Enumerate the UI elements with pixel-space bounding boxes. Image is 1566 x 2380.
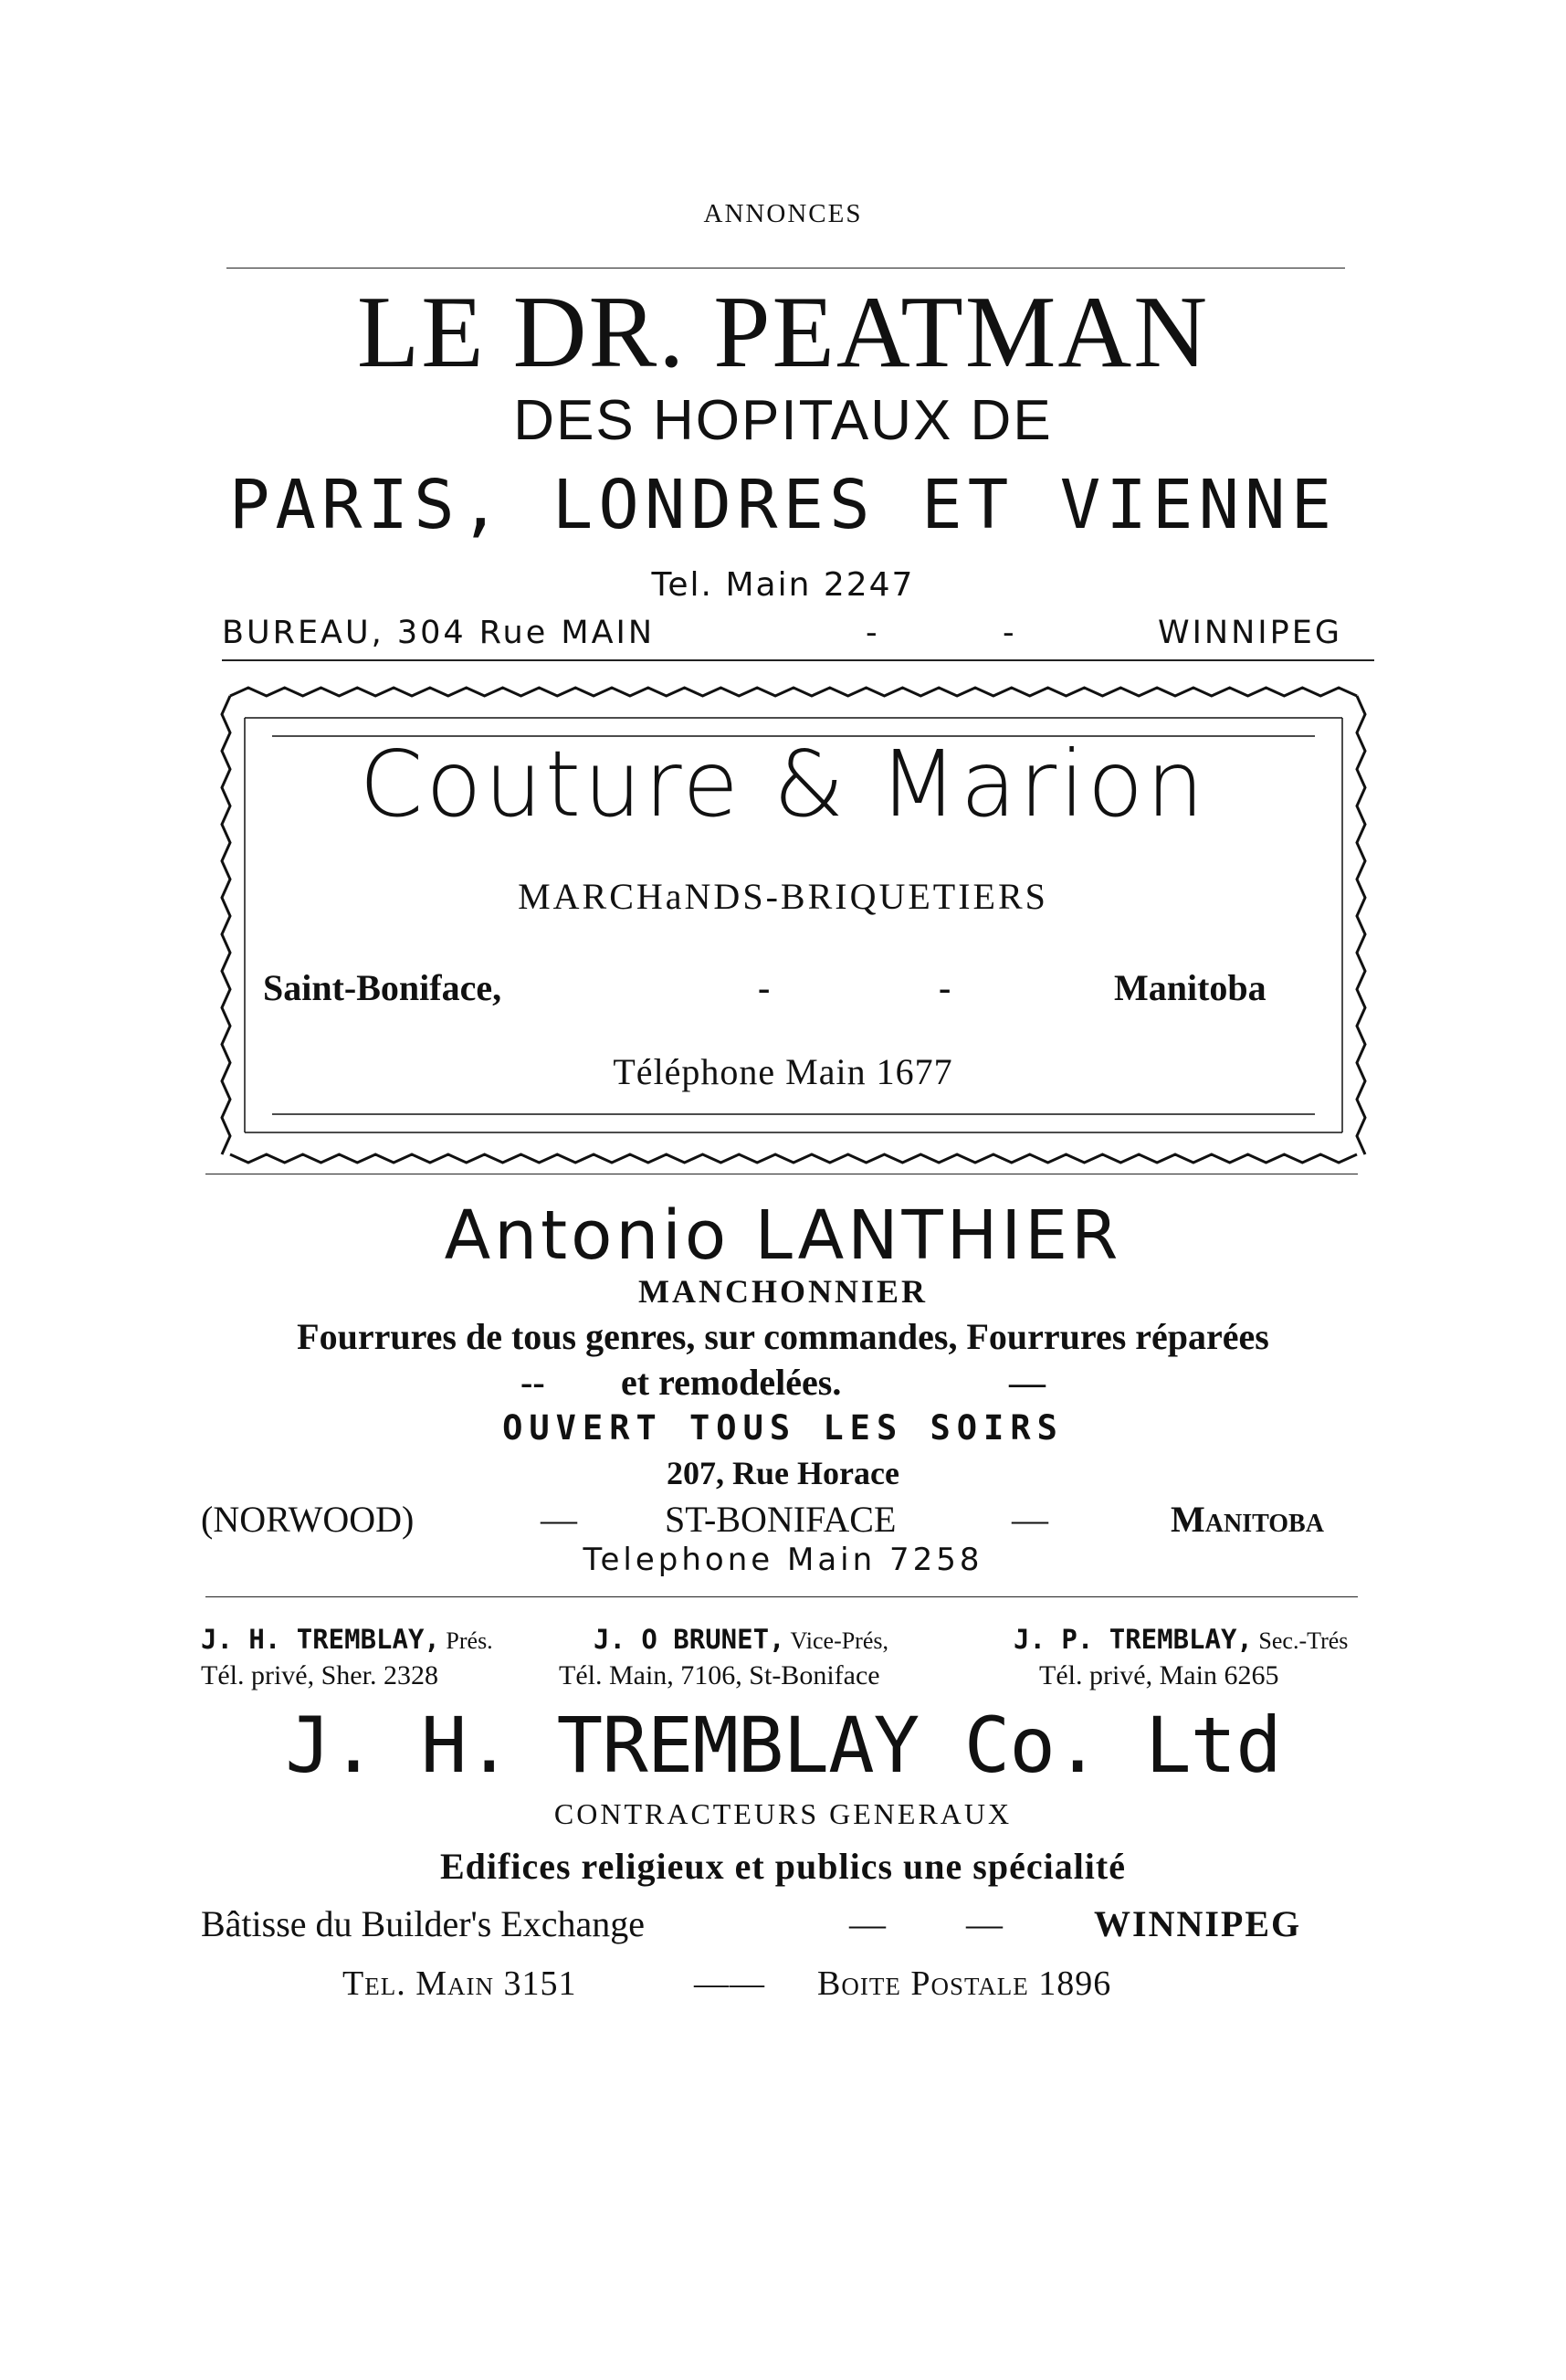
officer-name: J. P. TREMBLAY, — [1014, 1624, 1253, 1655]
separator-dash: —— — [694, 1964, 765, 2003]
officer-role: Prés. — [446, 1627, 493, 1654]
officer-name: J. H. TREMBLAY, — [201, 1624, 440, 1655]
officer-name: J. O BRUNET, — [594, 1624, 785, 1655]
lanthier-district: (NORWOOD) — [201, 1499, 415, 1540]
tremblay-subtitle: CONTRACTEURS GENERAUX — [553, 1797, 1013, 1830]
peatman-subtitle: DES HOPITAUX DE — [513, 389, 1053, 452]
lanthier-description: Fourrures de tous genres, sur commandes, Fourrures réparées — [297, 1316, 1269, 1357]
lanthier-address: 207, Rue Horace — [667, 1455, 899, 1491]
officer-phone: Tél. Main, 7106, St-Boniface — [559, 1660, 880, 1690]
peatman-city: WINNIPEG — [1158, 615, 1342, 651]
tremblay-specialty: Edifices religieux et publics une spécialité — [439, 1846, 1126, 1887]
separator-dash: — — [849, 1903, 886, 1944]
separator-dash: — — [966, 1903, 1003, 1944]
separator-dash: - — [866, 615, 880, 651]
couture-province: Manitoba — [1114, 967, 1266, 1008]
separator-dash: - — [1003, 615, 1017, 651]
separator-dash: - — [939, 967, 951, 1008]
lanthier-title: Antonio LANTHIER — [444, 1196, 1122, 1275]
officer-vice-president — [594, 1624, 888, 1655]
tremblay-title: J. H. TREMBLAY Co. Ltd — [285, 1701, 1281, 1790]
divider — [205, 1596, 1358, 1597]
lanthier-province: Manitoba — [1171, 1499, 1324, 1540]
couture-telephone: Téléphone Main 1677 — [613, 1051, 953, 1092]
officer-role: Vice-Prés, — [790, 1627, 888, 1654]
lanthier-hours: OUVERT TOUS LES SOIRS — [502, 1408, 1064, 1448]
tremblay-telephone: Tel. Main 3151 — [342, 1964, 577, 2003]
separator-dash: — — [1012, 1499, 1048, 1540]
tremblay-city: WINNIPEG — [1094, 1903, 1302, 1944]
lanthier-telephone: Telephone Main 7258 — [583, 1542, 983, 1578]
officer-phone: Tél. privé, Main 6265 — [1039, 1660, 1279, 1690]
lanthier-town: ST-BONIFACE — [665, 1499, 897, 1540]
divider — [222, 659, 1374, 661]
separator-dash: — — [1009, 1362, 1046, 1403]
separator-dash: - — [758, 967, 771, 1008]
peatman-title: LE DR. PEATMAN — [356, 276, 1210, 389]
lanthier-description-cont: et remodelées. — [621, 1362, 842, 1403]
peatman-cities: PARIS, LONDRES ET VIENNE — [228, 466, 1338, 544]
officer-phone: Tél. privé, Sher. 2328 — [201, 1660, 438, 1690]
peatman-address: BUREAU, 304 Rue MAIN — [222, 615, 656, 651]
couture-title: Couture & Marion — [359, 731, 1207, 837]
couture-place: Saint-Boniface, — [263, 967, 502, 1008]
separator-dash: — — [541, 1499, 577, 1540]
tremblay-postal-box: Boite Postale 1896 — [817, 1964, 1112, 2003]
separator-dash: -- — [520, 1362, 545, 1403]
tremblay-building: Bâtisse du Builder's Exchange — [201, 1903, 645, 1944]
couture-subtitle: MARCHaNDS-BRIQUETIERS — [518, 876, 1048, 917]
officer-president — [201, 1624, 493, 1655]
divider — [226, 268, 1345, 269]
page-header: ANNONCES — [703, 199, 863, 228]
peatman-telephone: Tel. Main 2247 — [651, 566, 915, 604]
officer-secretary — [1014, 1624, 1348, 1655]
lanthier-profession: MANCHONNIER — [638, 1273, 928, 1310]
officer-role: Sec.-Trés — [1258, 1627, 1349, 1654]
